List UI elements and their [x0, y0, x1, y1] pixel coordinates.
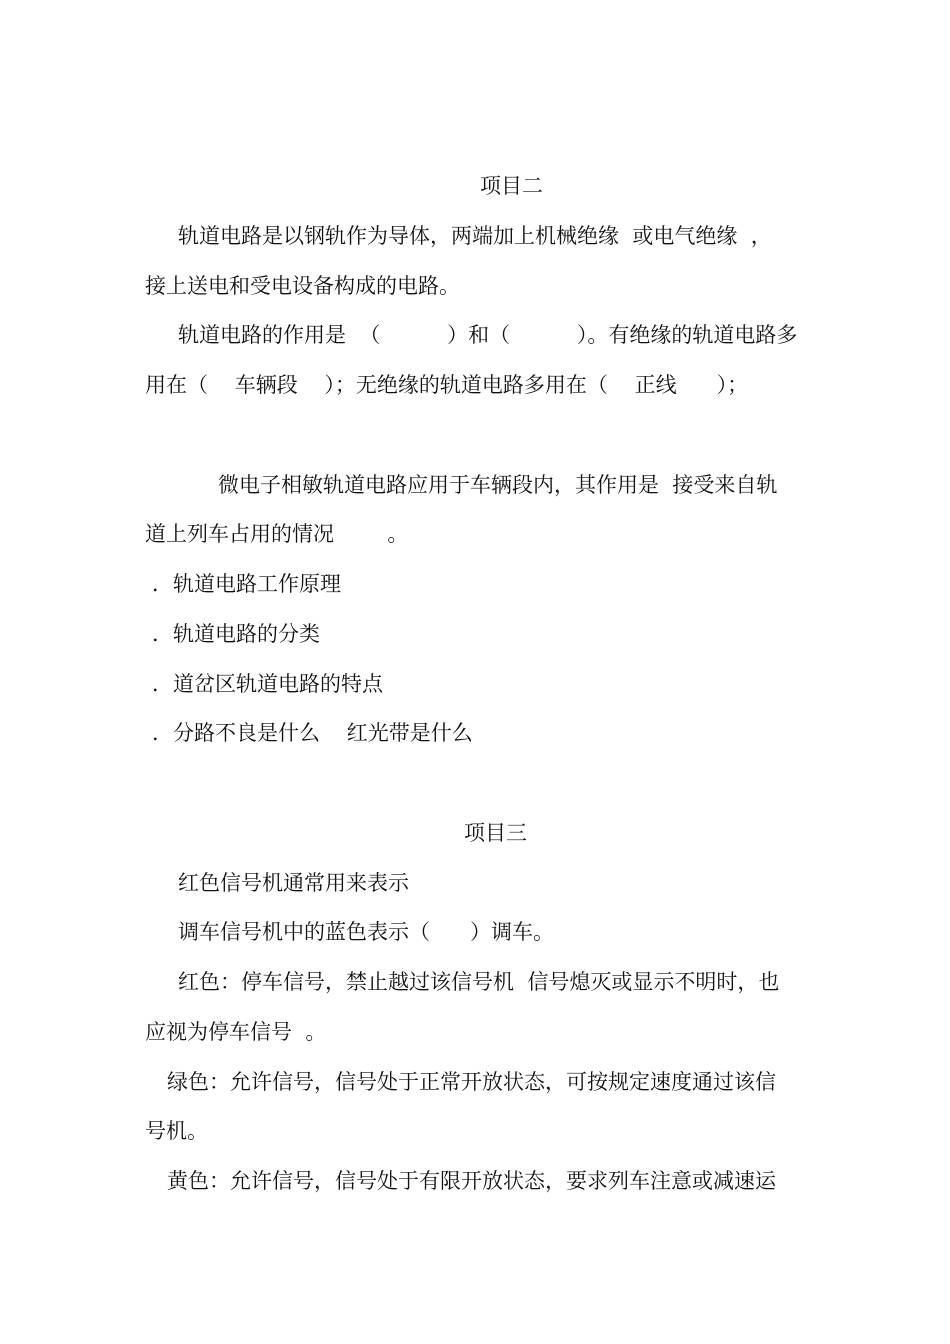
red-signal-line2: 应视为停车信号 。 [145, 1020, 327, 1044]
green-signal-line2: 号机。 [145, 1119, 208, 1143]
section3-line2: 调车信号机中的蓝色表示（ ）调车。 [178, 920, 555, 944]
section2-paragraph3-line2: 道上列车占用的情况 。 [145, 522, 409, 546]
section2-title: 项目二 [480, 174, 543, 198]
list-item: ．轨道电路的分类 [152, 622, 320, 646]
section3-line1: 红色信号机通常用来表示 [178, 871, 409, 895]
section2-paragraph1-line1: 轨道电路是以钢轨作为导体，两端加上机械绝缘 或电气绝缘 ， [178, 224, 772, 248]
list-item: ．轨道电路工作原理 [152, 572, 341, 596]
section2-paragraph2-line1: 轨道电路的作用是 （ ）和（ ）。有绝缘的轨道电路多 [178, 323, 798, 347]
section2-paragraph2-line2: 用在（ 车辆段 ）；无绝缘的轨道电路多用在（ 正线 ）； [145, 373, 749, 397]
section2-paragraph3-line1: 微电子相敏轨道电路应用于车辆段内，其作用是 接受来自轨 [218, 473, 778, 497]
section2-paragraph1-line2: 接上送电和受电设备构成的电路。 [145, 274, 460, 298]
list-item: ．道岔区轨道电路的特点 [152, 672, 383, 696]
list-item: ．分路不良是什么 红光带是什么 [152, 721, 473, 745]
section3-title: 项目三 [464, 821, 527, 845]
yellow-signal-line1: 黄色：允许信号，信号处于有限开放状态，要求列车注意或减速运 [167, 1169, 776, 1193]
red-signal-line1: 红色：停车信号，禁止越过该信号机 信号熄灭或显示不明时，也 [178, 970, 780, 994]
green-signal-line1: 绿色：允许信号，信号处于正常开放状态，可按规定速度通过该信 [167, 1070, 776, 1094]
